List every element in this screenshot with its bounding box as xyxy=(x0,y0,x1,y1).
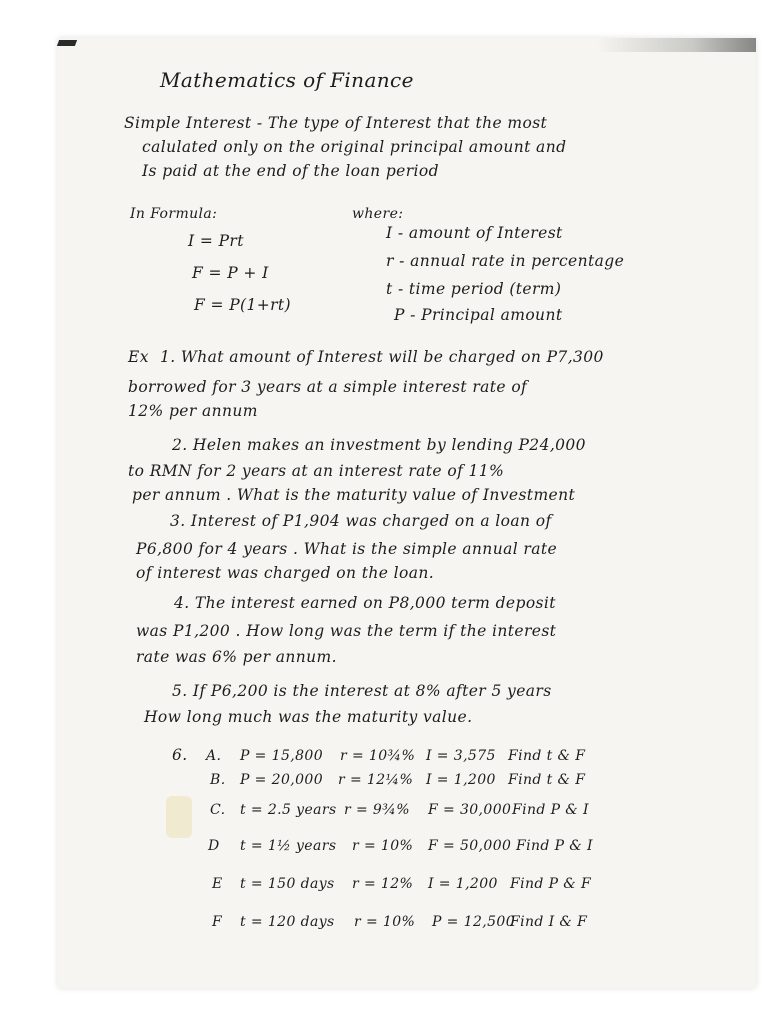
problem-6b-letter: B. xyxy=(210,772,226,788)
page-corner-mark xyxy=(57,40,77,46)
example-3-line-2: P6,800 for 4 years . What is the simple annual rate xyxy=(136,540,558,558)
example-5-line-1: 5. If P6,200 is the interest at 8% after 5 years xyxy=(172,682,552,700)
problem-6d-letter: D xyxy=(208,838,220,854)
problem-6-number: 6. xyxy=(172,746,188,764)
problem-6d-given-1: t = 1½ years xyxy=(240,838,337,854)
example-3-line-3: of interest was charged on the loan. xyxy=(136,564,435,582)
example-1-line-2: borrowed for 3 years at a simple interest rate of xyxy=(128,378,528,396)
problem-6c-given-1: t = 2.5 years xyxy=(240,802,337,818)
problem-6e-letter: E xyxy=(212,876,223,892)
formula-3: F = P(1+rt) xyxy=(194,296,292,314)
problem-6e-given-1: t = 150 days xyxy=(240,876,335,892)
page-title: Mathematics of Finance xyxy=(160,68,414,92)
problem-6f-given-3: P = 12,500 xyxy=(432,914,516,930)
page-fold-shadow xyxy=(596,38,756,52)
problem-6f-given-2: r = 10% xyxy=(354,914,416,930)
problem-6a-letter: A. xyxy=(206,748,222,764)
formula-2: F = P + I xyxy=(192,264,269,282)
example-5-line-2: How long much was the maturity value. xyxy=(144,708,473,726)
problem-6a-given-3: I = 3,575 xyxy=(426,748,496,764)
problem-6d-task: Find P & I xyxy=(516,838,593,854)
problem-6a-given-1: P = 15,800 xyxy=(240,748,324,764)
problem-6a-given-2: r = 10¾% xyxy=(340,748,416,764)
definition-line-2: calulated only on the original principal amount and xyxy=(142,138,567,156)
where-item-4: P - Principal amount xyxy=(394,306,563,324)
problem-6e-given-2: r = 12% xyxy=(352,876,414,892)
problem-6c-given-2: r = 9¾% xyxy=(344,802,410,818)
definition-line-1: Simple Interest - The type of Interest that the most xyxy=(124,114,548,132)
where-item-1: I - amount of Interest xyxy=(386,224,563,242)
formula-heading: In Formula: xyxy=(130,206,218,222)
example-4-line-3: rate was 6% per annum. xyxy=(136,648,337,666)
problem-6c-given-3: F = 30,000 xyxy=(428,802,512,818)
problem-6d-given-2: r = 10% xyxy=(352,838,414,854)
problem-6e-given-3: I = 1,200 xyxy=(428,876,498,892)
problem-6d-given-3: F = 50,000 xyxy=(428,838,512,854)
problem-6f-letter: F xyxy=(212,914,223,930)
paper-stain xyxy=(166,796,192,838)
problem-6b-task: Find t & F xyxy=(508,772,586,788)
definition-line-3: Is paid at the end of the loan period xyxy=(142,162,439,180)
example-4-line-2: was P1,200 . How long was the term if the interest xyxy=(136,622,557,640)
problem-6e-task: Find P & F xyxy=(510,876,592,892)
problem-6c-task: Find P & I xyxy=(512,802,589,818)
problem-6f-given-1: t = 120 days xyxy=(240,914,335,930)
problem-6b-given-3: I = 1,200 xyxy=(426,772,496,788)
problem-6b-given-2: r = 12¼% xyxy=(338,772,414,788)
example-1-line-1: 1. What amount of Interest will be charged on P7,300 xyxy=(160,348,604,366)
problem-6f-task: Find I & F xyxy=(510,914,588,930)
example-label: Ex xyxy=(128,348,149,366)
example-2-line-1: 2. Helen makes an investment by lending P24,000 xyxy=(172,436,586,454)
example-2-line-3: per annum . What is the maturity value of Investment xyxy=(132,486,576,504)
example-1-line-3: 12% per annum xyxy=(128,402,258,420)
problem-6a-task: Find t & F xyxy=(508,748,586,764)
where-heading: where: xyxy=(352,206,404,222)
example-3-line-1: 3. Interest of P1,904 was charged on a loan of xyxy=(170,512,552,530)
example-4-line-1: 4. The interest earned on P8,000 term deposit xyxy=(174,594,556,612)
problem-6c-letter: C. xyxy=(210,802,226,818)
where-item-2: r - annual rate in percentage xyxy=(386,252,625,270)
where-item-3: t - time period (term) xyxy=(386,280,562,298)
example-2-line-2: to RMN for 2 years at an interest rate of 11% xyxy=(128,462,505,480)
formula-1: I = Prt xyxy=(188,232,244,250)
problem-6b-given-1: P = 20,000 xyxy=(240,772,324,788)
